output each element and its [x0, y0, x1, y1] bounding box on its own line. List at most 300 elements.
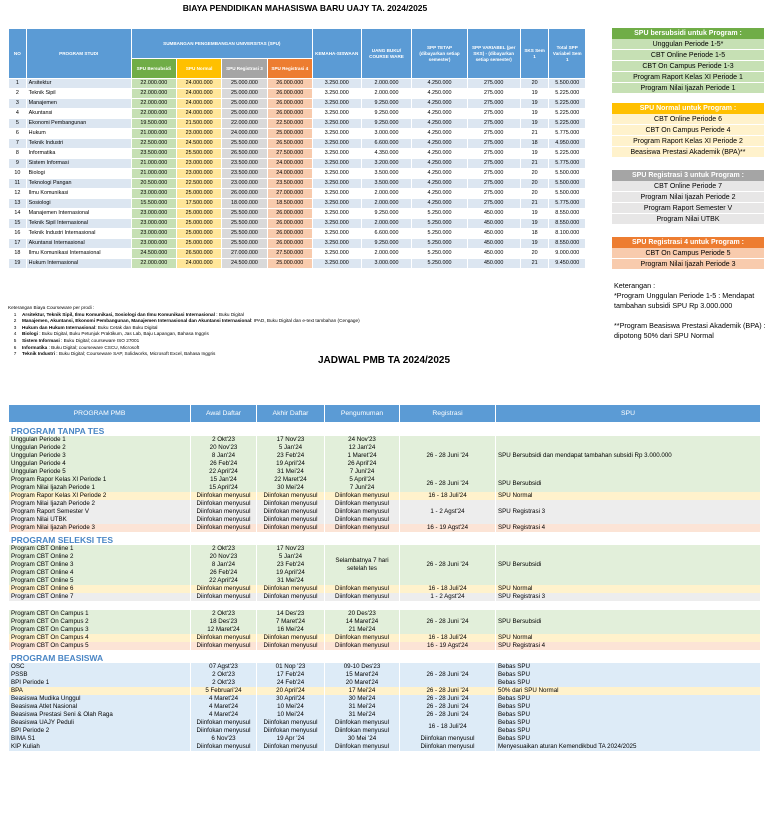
schedule-cell: Diinfokan menyusul: [191, 508, 257, 516]
fee-cell: 26.500.000: [176, 249, 221, 259]
schedule-cell: 15 Maret'24: [325, 671, 400, 679]
schedule-row: [9, 703, 761, 711]
fee-row: [9, 79, 586, 89]
schedule-cell: Diinfokan menyusul: [257, 492, 325, 500]
schedule-cell: Selambatnya 7 hari setelah tes: [325, 545, 400, 585]
schedule-cell: Diinfokan menyusul: [191, 524, 257, 532]
program-name: Teknik Industri Internasional: [26, 229, 131, 239]
fee-cell: 27.500.000: [267, 149, 312, 159]
schedule-cell: 20 Maret'24: [325, 679, 400, 687]
fee-cell: 3.250.000: [312, 189, 361, 199]
fee-cell: 4.250.000: [412, 99, 467, 109]
note-item: [8, 312, 568, 319]
note-number: 3: [13, 324, 17, 330]
note-number: 6: [13, 344, 17, 350]
fee-cell: 24.500.000: [222, 259, 267, 269]
program-pmb: Program Rapor Kelas XI Periode 1: [9, 476, 191, 484]
fee-cell: 20.500.000: [131, 179, 176, 189]
fee-cell: 275.000: [467, 169, 520, 179]
schedule-cell: Bebas SPU: [496, 727, 761, 735]
fee-cell: 27.500.000: [267, 249, 312, 259]
fee-cell: 3.250.000: [312, 169, 361, 179]
fee-cell: 21.000.000: [131, 159, 176, 169]
fee-row: [9, 219, 586, 229]
schedule-section: [9, 532, 761, 545]
schedule-cell: Diinfokan menyusul: [191, 492, 257, 500]
schedule-cell: Diinfokan menyusul: [191, 500, 257, 508]
schedule-cell: Diinfokan menyusul: [191, 585, 257, 593]
program-name: Hukum Internasional: [26, 259, 131, 269]
schedule-cell: Diinfokan menyusul: [191, 727, 257, 735]
fee-cell: 6: [9, 129, 27, 139]
program-pmb: Beasiswa UAJY Peduli: [9, 719, 191, 727]
fee-cell: 25.000.000: [176, 239, 221, 249]
fee-cell: 26.500.000: [222, 149, 267, 159]
fee-row: [9, 189, 586, 199]
fee-cell: 3.250.000: [312, 139, 361, 149]
fee-cell: 27.000.000: [222, 249, 267, 259]
schedule-cell: 2 Okt'23: [191, 671, 257, 679]
fee-cell: 450.000: [467, 249, 520, 259]
fee-cell: 4.250.000: [412, 169, 467, 179]
fee-cell: 25.500.000: [222, 239, 267, 249]
schedule-cell: 31 Mei'24: [325, 703, 400, 711]
sch-header-program: PROGRAM PMB: [9, 405, 191, 423]
fee-cell: 26.000.000: [267, 229, 312, 239]
spu-group-item: CBT On Campus Periode 4: [612, 125, 764, 136]
note-text: Informatika : Buku Digital; courseware CSCU, Microsoft: [22, 344, 140, 350]
schedule-cell: Diinfokan menyusul: [257, 516, 325, 524]
fee-cell: 19: [520, 239, 549, 249]
schedule-section: [9, 650, 761, 663]
fee-cell: 23.500.000: [267, 179, 312, 189]
fee-cell: 4.250.000: [412, 129, 467, 139]
fee-cell: 275.000: [467, 139, 520, 149]
header-spu-normal: SPU Normal: [176, 59, 221, 79]
fee-cell: 23.000.000: [176, 169, 221, 179]
fee-cell: 25.000.000: [176, 219, 221, 229]
fee-cell: 4.250.000: [412, 139, 467, 149]
schedule-cell: SPU Bersubsidi: [496, 610, 761, 634]
fee-cell: 27.000.000: [267, 189, 312, 199]
schedule-row: [9, 585, 761, 593]
fee-cell: 5.250.000: [412, 229, 467, 239]
fee-cell: 23.000.000: [131, 189, 176, 199]
fee-cell: 8: [9, 149, 27, 159]
program-pmb: Program CBT On Campus 5: [9, 642, 191, 650]
fee-cell: 17.500.000: [176, 199, 221, 209]
spu-group-item: Unggulan Periode 1-5*: [612, 39, 764, 50]
schedule-cell: Diinfokan menyusul: [325, 524, 400, 532]
schedule-row: [9, 545, 761, 553]
schedule-cell: 07 Agst'23: [191, 663, 257, 671]
fee-cell: 275.000: [467, 109, 520, 119]
schedule-cell: 1 Maret'24: [325, 452, 400, 460]
fee-row: [9, 89, 586, 99]
fee-cell: 9.000.000: [549, 249, 586, 259]
fee-cell: 22.500.000: [267, 119, 312, 129]
fee-cell: 5.250.000: [412, 209, 467, 219]
header-uang-buku: UANG BUKU/ COURSE WARE: [361, 29, 412, 79]
keterangan-note-2: **Program Beasiswa Prestasi Akademik (BPA) : dipotong 50% dari SPU Normal: [614, 321, 766, 340]
spu-group-item: CBT Online Periode 7: [612, 181, 764, 192]
note-number: 2: [13, 318, 17, 324]
program-pmb: PSSB: [9, 671, 191, 679]
schedule-cell: Diinfokan menyusul: [257, 524, 325, 532]
fee-cell: 14: [9, 209, 27, 219]
fee-cell: 17: [9, 239, 27, 249]
courseware-notes: [8, 305, 568, 358]
fee-cell: 21.000.000: [131, 129, 176, 139]
schedule-cell: 20 Nov'23: [191, 444, 257, 452]
schedule-cell: 8 Jan'24: [191, 561, 257, 569]
fee-cell: 26.000.000: [267, 99, 312, 109]
fee-cell: 19: [520, 149, 549, 159]
note-number: 5: [13, 337, 17, 343]
schedule-cell: SPU Bersubsidi dan mendapat tambahan subsidi Rp 3.000.000: [496, 436, 761, 476]
schedule-cell: 30 Mei '24: [325, 735, 400, 743]
fee-cell: 2.000.000: [361, 219, 412, 229]
fee-cell: 5.775.000: [549, 129, 586, 139]
fee-cell: 25.000.000: [267, 129, 312, 139]
note-text: Hukum dan Hukum Internasional: Buku Cetak dan Buku Digital: [22, 324, 158, 330]
fee-cell: 9.250.000: [361, 109, 412, 119]
program-pmb: Program Nilai Ijazah Periode 1: [9, 484, 191, 492]
schedule-cell: 26 - 28 Juni '24: [400, 711, 496, 719]
spu-group-item: Program Raport Kelas XI Periode 1: [612, 72, 764, 83]
program-pmb: Program CBT Online 5: [9, 577, 191, 585]
fee-row: [9, 199, 586, 209]
schedule-cell: Diinfokan menyusul: [257, 727, 325, 735]
fee-cell: 18: [9, 249, 27, 259]
spu-group-title: SPU bersubsidi untuk Program :: [612, 28, 764, 39]
fee-cell: 4: [9, 109, 27, 119]
schedule-row: [9, 711, 761, 719]
fee-cell: 3.250.000: [312, 99, 361, 109]
fee-cell: 3.250.000: [312, 89, 361, 99]
fee-cell: 5.225.000: [549, 99, 586, 109]
note-item: [8, 325, 568, 332]
fee-cell: 275.000: [467, 179, 520, 189]
fee-cell: 26.500.000: [267, 139, 312, 149]
schedule-cell: SPU Normal: [496, 585, 761, 593]
program-name: Informatika: [26, 149, 131, 159]
schedule-cell: Diinfokan menyusul: [257, 642, 325, 650]
schedule-cell: 23 Feb'24: [257, 452, 325, 460]
fee-cell: 275.000: [467, 189, 520, 199]
fee-cell: 5.775.000: [549, 199, 586, 209]
fee-cell: 20: [520, 79, 549, 89]
fee-cell: 22.000.000: [131, 79, 176, 89]
header-total: Total SPP Variabel Sem 1: [549, 29, 586, 79]
schedule-cell: Diinfokan menyusul: [325, 593, 400, 601]
fee-cell: 23.000.000: [131, 239, 176, 249]
fee-cell: 2.000.000: [361, 189, 412, 199]
fee-row: [9, 139, 586, 149]
schedule-cell: 16 - 19 Agst'24: [400, 642, 496, 650]
schedule-cell: Diinfokan menyusul: [191, 642, 257, 650]
schedule-cell: 7 Juni'24: [325, 468, 400, 476]
program-name: Manajemen: [26, 99, 131, 109]
schedule-cell: 19 April'24: [257, 460, 325, 468]
fee-cell: 2: [9, 89, 27, 99]
program-name: Ilmu Komunikasi Internasional: [26, 249, 131, 259]
schedule-cell: 22 Maret'24: [257, 476, 325, 484]
schedule-cell: 7 Maret'24: [257, 618, 325, 626]
fee-cell: 4.250.000: [412, 149, 467, 159]
fee-cell: 23.000.000: [131, 209, 176, 219]
schedule-row: [9, 735, 761, 743]
fee-cell: 2.000.000: [361, 249, 412, 259]
fee-cell: 3.250.000: [312, 119, 361, 129]
schedule-cell: Diinfokan menyusul: [191, 634, 257, 642]
fee-cell: 21.000.000: [131, 169, 176, 179]
header-spu-registrasi-3: SPU Registrasi 3: [222, 59, 267, 79]
fee-cell: 25.000.000: [176, 209, 221, 219]
schedule-cell: Bebas SPU: [496, 735, 761, 743]
schedule-cell: 2 Okt'23: [191, 610, 257, 618]
fee-cell: 450.000: [467, 239, 520, 249]
fee-cell: 19: [520, 219, 549, 229]
fee-cell: 4.350.000: [361, 149, 412, 159]
schedule-cell: Diinfokan menyusul: [191, 719, 257, 727]
program-name: Teknik Industri: [26, 139, 131, 149]
fee-cell: 5.500.000: [549, 189, 586, 199]
schedule-cell: 1 - 2 Agst'24: [400, 593, 496, 601]
fee-cell: 16: [9, 229, 27, 239]
fee-cell: 19: [520, 109, 549, 119]
schedule-cell: 26 April'24: [325, 460, 400, 468]
spu-group-item: Program Raport Semester V: [612, 203, 764, 214]
keterangan-title: Keterangan :: [614, 281, 656, 290]
header-kemahasiswaan: KEMAHA-SISWAAN: [312, 29, 361, 79]
schedule-cell: 26 - 28 Juni '24: [400, 545, 496, 585]
schedule-cell: 26 - 28 Juni '24: [400, 663, 496, 687]
fee-cell: 19: [520, 119, 549, 129]
fee-cell: 9.450.000: [549, 259, 586, 269]
fee-cell: 9.250.000: [361, 239, 412, 249]
schedule-cell: 26 Feb'24: [191, 569, 257, 577]
spu-group-item: Program Nilai Ijazah Periode 2: [612, 192, 764, 203]
program-name: Arsitektur: [26, 79, 131, 89]
program-name: Manajemen Internasional: [26, 209, 131, 219]
fee-cell: 5.500.000: [549, 79, 586, 89]
schedule-cell: 17 Feb'24: [257, 671, 325, 679]
program-pmb: Unggulan Periode 3: [9, 452, 191, 460]
schedule-row: [9, 743, 761, 751]
fee-row: [9, 179, 586, 189]
fee-cell: 20: [520, 179, 549, 189]
fee-cell: 3.250.000: [312, 259, 361, 269]
program-pmb: Program Raport Semester V: [9, 508, 191, 516]
fee-cell: 275.000: [467, 149, 520, 159]
schedule-cell: 16 - 18 Juli'24: [400, 585, 496, 593]
spu-program-group: [612, 28, 764, 94]
note-item: [8, 318, 568, 325]
program-pmb: Program CBT Online 6: [9, 585, 191, 593]
schedule-cell: Diinfokan menyusul: [257, 719, 325, 727]
schedule-cell: 20 Des'23: [325, 610, 400, 618]
schedule-cell: Diinfokan menyusul: [257, 634, 325, 642]
fee-row: [9, 159, 586, 169]
schedule-row: [9, 695, 761, 703]
fee-cell: 21: [520, 259, 549, 269]
schedule-cell: Menyesuaikan aturan Kemendikbud TA 2024/2025: [496, 743, 761, 751]
schedule-cell: 23 Feb'24: [257, 561, 325, 569]
program-pmb: Program Nilai UTBK: [9, 516, 191, 524]
fee-cell: 25.000.000: [267, 259, 312, 269]
schedule-row: [9, 727, 761, 735]
spu-program-group: [612, 170, 764, 225]
fee-cell: 11: [9, 179, 27, 189]
schedule-cell: 24 Feb'24: [257, 679, 325, 687]
schedule-cell: 15 April'24: [191, 484, 257, 492]
fee-cell: 19.500.000: [131, 119, 176, 129]
header-spp-tetap: SPP TETAP (dibayarkan setiap semester): [412, 29, 467, 79]
fee-cell: 25.000.000: [222, 99, 267, 109]
schedule-cell: 19 April'24: [257, 569, 325, 577]
note-item: [8, 338, 568, 345]
schedule-cell: Diinfokan menyusul: [325, 743, 400, 751]
schedule-cell: 4 Maret'24: [191, 711, 257, 719]
fee-cell: 3.000.000: [361, 259, 412, 269]
fee-cell: 18.500.000: [267, 199, 312, 209]
fee-cell: 26.000.000: [267, 219, 312, 229]
fee-cell: 4.250.000: [412, 179, 467, 189]
fee-cell: 3.250.000: [312, 179, 361, 189]
schedule-cell: 5 Februari'24: [191, 687, 257, 695]
schedule-cell: 12 Jan'24: [325, 444, 400, 452]
fee-cell: 3.000.000: [361, 129, 412, 139]
program-pmb: Program CBT On Campus 2: [9, 618, 191, 626]
schedule-cell: 30 Mei'24: [257, 484, 325, 492]
schedule-row: [9, 679, 761, 687]
fee-row: [9, 229, 586, 239]
schedule-cell: 24 Nov'23: [325, 436, 400, 444]
schedule-cell: Bebas SPU: [496, 679, 761, 687]
fee-row: [9, 169, 586, 179]
fee-cell: 26.000.000: [267, 109, 312, 119]
fee-cell: 275.000: [467, 159, 520, 169]
note-text: Manajemen, Akuntansi, Ekonomi Pembangunan, Manajemen Internasional dan Akuntansi Internasional: IPAD, Buku Digital dan e-text tambahan (Cengage): [22, 318, 360, 324]
fee-cell: 3.500.000: [361, 179, 412, 189]
section-title: PROGRAM BEASISWA: [9, 650, 761, 663]
fee-cell: 5.500.000: [549, 169, 586, 179]
schedule-cell: 16 - 18 Juli'24: [400, 492, 496, 500]
fee-cell: 4.250.000: [412, 119, 467, 129]
schedule-row: [9, 524, 761, 532]
schedule-cell: 2 Okt'23: [191, 679, 257, 687]
fee-cell: 21: [520, 199, 549, 209]
schedule-cell: 22 April'24: [191, 577, 257, 585]
fee-cell: 4.250.000: [412, 109, 467, 119]
fee-cell: 5.500.000: [549, 179, 586, 189]
fee-cell: 22.000.000: [131, 89, 176, 99]
schedule-cell: SPU Normal: [496, 492, 761, 500]
fee-cell: 24.000.000: [222, 129, 267, 139]
fee-row: [9, 149, 586, 159]
fee-cell: 19: [520, 99, 549, 109]
keterangan-box: [614, 281, 768, 341]
fee-cell: 19: [9, 259, 27, 269]
program-pmb: BPI Periode 1: [9, 679, 191, 687]
fee-cell: 3.200.000: [361, 159, 412, 169]
fee-cell: 24.000.000: [176, 99, 221, 109]
note-item: [8, 345, 568, 352]
fee-cell: 3.250.000: [312, 199, 361, 209]
schedule-cell: 2 Okt'23: [191, 545, 257, 553]
schedule-cell: 14 Des'23: [257, 610, 325, 618]
schedule-cell: Bebas SPU: [496, 671, 761, 679]
schedule-cell: 26 Feb'24: [191, 460, 257, 468]
schedule-cell: Diinfokan menyusul: [325, 492, 400, 500]
schedule-cell: 22 April'24: [191, 468, 257, 476]
schedule-cell: SPU Normal: [496, 634, 761, 642]
schedule-row: [9, 719, 761, 727]
fee-cell: 25.000.000: [176, 229, 221, 239]
fee-cell: 20: [520, 249, 549, 259]
note-number: 1: [13, 311, 17, 317]
schedule-cell: 31 Mei'24: [257, 577, 325, 585]
fee-cell: 450.000: [467, 229, 520, 239]
section-title: PROGRAM SELEKSI TES: [9, 532, 761, 545]
fee-cell: 3.500.000: [361, 169, 412, 179]
program-name: Sosiologi: [26, 199, 131, 209]
schedule-cell: Diinfokan menyusul: [191, 593, 257, 601]
program-pmb: Beasiswa Prestasi Seni & Olah Raga: [9, 711, 191, 719]
sch-header-awal: Awal Daftar: [191, 405, 257, 423]
schedule-row: [9, 634, 761, 642]
keterangan-note-1: *Program Unggulan Periode 1-5 : Mendapat tambahan subsidi SPU Rp 3.000.000: [614, 291, 755, 310]
fee-cell: 25.000.000: [222, 109, 267, 119]
fee-cell: 8.550.000: [549, 239, 586, 249]
fee-cell: 18.000.000: [222, 199, 267, 209]
schedule-cell: 1 - 2 Agst'24: [400, 500, 496, 524]
fee-cell: 3.250.000: [312, 219, 361, 229]
fee-cell: 450.000: [467, 219, 520, 229]
spu-group-title: SPU Registrasi 3 untuk Program :: [612, 170, 764, 181]
fee-cell: 5: [9, 119, 27, 129]
fee-cell: 23.500.000: [222, 169, 267, 179]
fee-cell: 275.000: [467, 199, 520, 209]
note-text: Teknik Industri : Buku Digital; Courseware SAP, Solidworks, Microsoft Excel, Bahasa Inggris: [22, 351, 216, 357]
fee-cell: 3.250.000: [312, 79, 361, 89]
schedule-cell: 26 - 28 Juni '24: [400, 695, 496, 703]
program-pmb: Program CBT Online 3: [9, 561, 191, 569]
sch-header-registrasi: Registrasi: [400, 405, 496, 423]
fee-cell: 275.000: [467, 89, 520, 99]
spu-group-item: Program Nilai UTBK: [612, 214, 764, 225]
schedule-cell: Diinfokan menyusul: [325, 585, 400, 593]
fee-cell: 6.600.000: [361, 229, 412, 239]
schedule-cell: Bebas SPU: [496, 663, 761, 671]
program-pmb: Program Nilai Ijazah Periode 3: [9, 524, 191, 532]
fee-cell: 24.000.000: [176, 259, 221, 269]
schedule-cell: 7 Juni'24: [325, 484, 400, 492]
schedule-cell: Diinfokan menyusul: [325, 719, 400, 727]
schedule-cell: 50% dari SPU Normal: [496, 687, 761, 695]
schedule-cell: Diinfokan menyusul: [257, 593, 325, 601]
fee-cell: 23.500.000: [222, 159, 267, 169]
schedule-row: [9, 642, 761, 650]
schedule-cell: 31 Mei'24: [325, 711, 400, 719]
fee-cell: 23.000.000: [222, 179, 267, 189]
note-text: Sistem Informasi : Buku Digital; courseware ISO 27001: [22, 337, 140, 343]
fee-cell: 4.250.000: [412, 199, 467, 209]
schedule-row: [9, 610, 761, 618]
schedule-cell: Diinfokan menyusul: [191, 743, 257, 751]
fee-cell: 22.000.000: [222, 119, 267, 129]
